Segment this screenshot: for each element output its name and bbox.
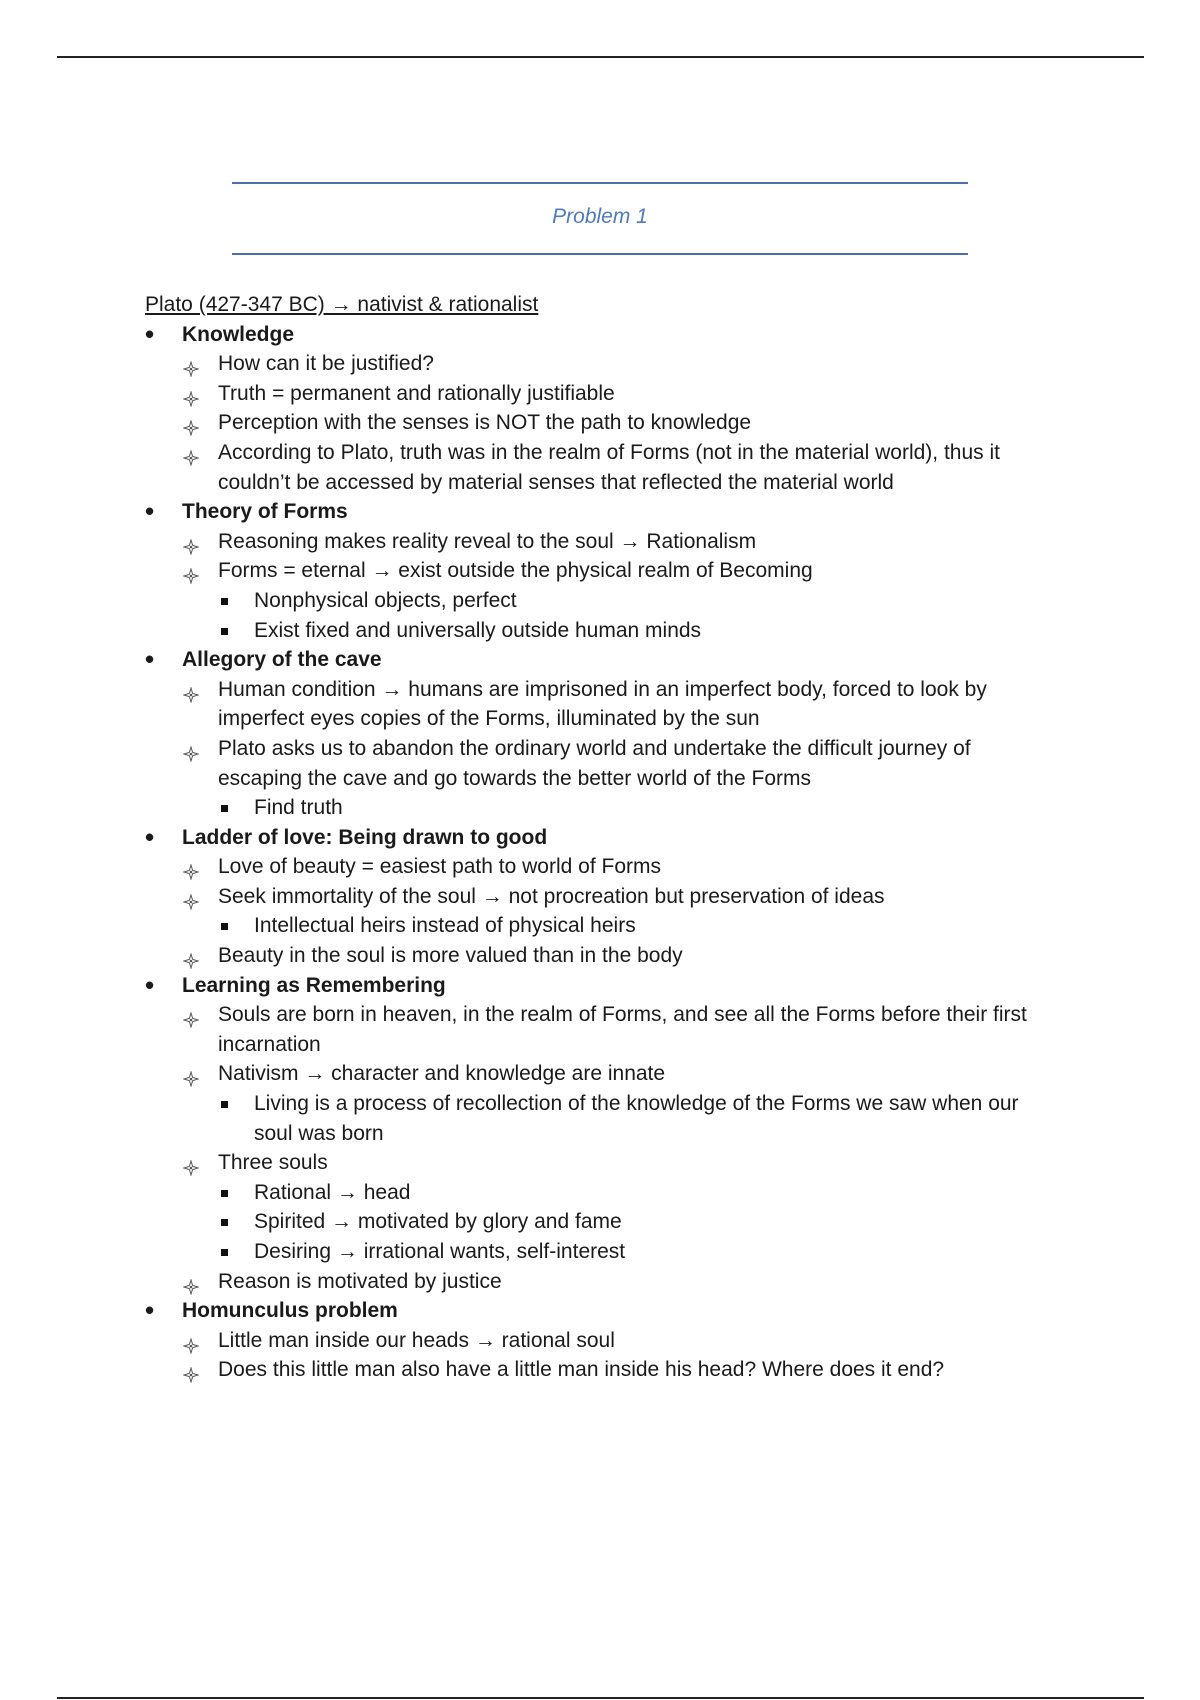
list-item: How can it be justified? [145,349,1045,379]
cross-bullet-dot [190,397,193,400]
cross-bullet-glyph [183,687,199,703]
cross-bullet-glyph [183,894,199,910]
list-item: Little man inside our heads → rational soul [145,1326,1045,1356]
list-item: According to Plato, truth was in the realm of Forms (not in the material world), thus it couldn’t be accessed by material senses that reflected the material world [145,438,1045,497]
cross-bullet-dot [190,575,193,578]
cross-bullet-glyph [183,450,199,466]
cross-bullet-dot [190,693,193,696]
bullet-learning-as-remembering: • Learning as Remembering [145,971,1045,1001]
cross-bullet-icon [183,741,199,757]
cross-bullet-glyph [183,391,199,407]
cross-bullet-dot [190,368,193,371]
cross-bullet-dot [190,545,193,548]
cross-bullet-dot [190,1078,193,1081]
cross-bullet-icon [183,889,199,905]
cross-bullet-glyph [183,953,199,969]
sub-list-item: Exist fixed and universally outside human minds [145,616,1045,646]
cross-bullet-glyph [183,539,199,555]
cross-bullet-glyph [183,1279,199,1295]
cross-bullet-icon [183,682,199,698]
sub-list-item: Spirited → motivated by glory and fame [145,1207,1045,1237]
sub-list-item: Rational → head [145,1178,1045,1208]
cross-bullet-dot [190,753,193,756]
list-item: Seek immortality of the soul → not procreation but preservation of ideas [145,882,1045,912]
sub-list-item: Find truth [145,793,1045,823]
cross-bullet-icon [183,1066,199,1082]
sub-list-item: Nonphysical objects, perfect [145,586,1045,616]
cross-bullet-glyph [183,1338,199,1354]
bullet-knowledge: • Knowledge [145,320,1045,350]
list-item: Forms = eternal → exist outside the physical realm of Becoming [145,556,1045,586]
cross-bullet-icon [183,386,199,402]
list-item: Reason is motivated by justice [145,1267,1045,1297]
cross-bullet-icon [183,445,199,461]
top-rule [57,56,1144,58]
cross-bullet-dot [190,457,193,460]
cross-bullet-dot [190,1019,193,1022]
cross-bullet-dot [190,1167,193,1170]
bottom-rule [57,1697,1144,1699]
list-item: Plato asks us to abandon the ordinary world and undertake the difficult journey of escaping the cave and go towards the better world of the Forms [145,734,1045,793]
cross-bullet-icon [183,415,199,431]
list-item: Truth = permanent and rationally justifiable [145,379,1045,409]
cross-bullet-dot [190,1344,193,1347]
cross-bullet-icon [183,1155,199,1171]
cross-bullet-dot [190,901,193,904]
title-rule-bottom [232,253,968,255]
cross-bullet-glyph [183,1071,199,1087]
cross-bullet-dot [190,960,193,963]
cross-bullet-icon [183,356,199,372]
list-item: Human condition → humans are imprisoned in an imperfect body, forced to look by imperfect eyes copies of the Forms, illuminated by the sun [145,675,1045,734]
cross-bullet-glyph [183,361,199,377]
cross-bullet-icon [183,563,199,579]
cross-bullet-glyph [183,420,199,436]
sub-list-item: Intellectual heirs instead of physical heirs [145,911,1045,941]
cross-bullet-icon [183,534,199,550]
cross-bullet-icon [183,1007,199,1023]
list-item: Does this little man also have a little man inside his head? Where does it end? [145,1355,1045,1385]
cross-bullet-icon [183,1362,199,1378]
list-item: Love of beauty = easiest path to world of Forms [145,852,1045,882]
cross-bullet-dot [190,1374,193,1377]
cross-bullet-dot [190,427,193,430]
section-heading: Plato (427-347 BC) → nativist & rationalist [145,293,539,316]
bullet-homunculus-problem: • Homunculus problem [145,1296,1045,1326]
bullet-ladder-of-love: • Ladder of love: Being drawn to good [145,823,1045,853]
cross-bullet-dot [190,1285,193,1288]
sub-list-item: Living is a process of recollection of the knowledge of the Forms we saw when our soul was born [145,1089,1045,1148]
bullet-theory-of-forms: • Theory of Forms [145,497,1045,527]
list-item: Beauty in the soul is more valued than in the body [145,941,1045,971]
cross-bullet-glyph [183,1160,199,1176]
cross-bullet-glyph [183,568,199,584]
list-item: Three souls [145,1148,1045,1178]
title-rule-top [232,182,968,184]
cross-bullet-glyph [183,1367,199,1383]
cross-bullet-icon [183,948,199,964]
cross-bullet-icon [183,1274,199,1290]
list-item: Nativism → character and knowledge are innate [145,1059,1045,1089]
page-title: Problem 1 [552,205,648,228]
cross-bullet-icon [183,859,199,875]
cross-bullet-glyph [183,1012,199,1028]
list-item: Reasoning makes reality reveal to the soul → Rationalism [145,527,1045,557]
list-item: Perception with the senses is NOT the path to knowledge [145,408,1045,438]
cross-bullet-icon [183,1333,199,1349]
sub-list-item: Desiring → irrational wants, self-interest [145,1237,1045,1267]
cross-bullet-dot [190,871,193,874]
list-item: Souls are born in heaven, in the realm of Forms, and see all the Forms before their first incarnation [145,1000,1045,1059]
cross-bullet-glyph [183,864,199,880]
bullet-allegory-of-the-cave: • Allegory of the cave [145,645,1045,675]
cross-bullet-glyph [183,746,199,762]
notes-body [145,290,1045,1385]
